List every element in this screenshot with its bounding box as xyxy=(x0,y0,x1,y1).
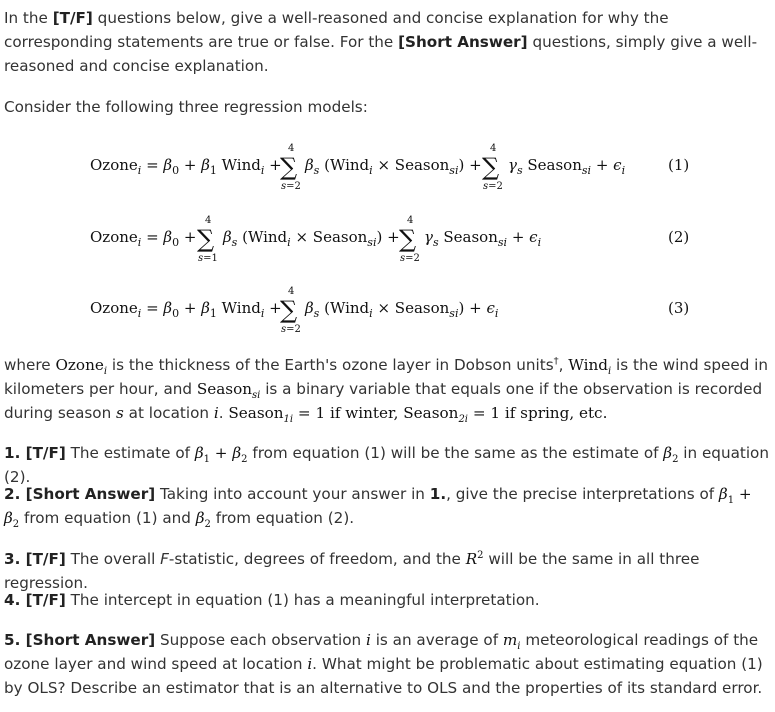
question-2: 2. [Short Answer] Taking into account your answer in 1., give the precise interpretations of $\beta_1 + \beta_2$ from equation (1) and $\beta_2$ from equation (2). xyxy=(4,485,752,531)
tf-tag: [T/F] xyxy=(52,9,93,27)
equation-2 xyxy=(90,215,689,264)
question-5: 5. [Short Answer] Suppose each observation i is an average of $m_i$ meteorological readings of the ozone layer and wind speed at location i. What might be problematic about estimating equation (1) by OLS? Describe an estimator that is an alternative to OLS and the properties of its standard error. xyxy=(4,631,763,697)
equation-3 xyxy=(90,286,689,335)
svg-text:βs (Windi × Seasonsi) +: $\beta_s$ (Wind$_i$ × Season$_{si}$) + xyxy=(223,228,400,249)
svg-text:s=2: s=2 xyxy=(400,253,420,264)
svg-text:4: 4 xyxy=(288,286,295,297)
svg-text:βs (Windi × Seasonsi) + ϵi: $\beta_s$ (Wind$_i$ × Season$_{si}$) + $\epsilon_i$ xyxy=(305,299,499,320)
question-3: 3. [T/F] The overall F-statistic, degrees of freedom, and the $R^2$ will be the same in all three regression. xyxy=(4,549,700,592)
intro-text-a: In the xyxy=(4,9,53,27)
svg-text:∑: ∑ xyxy=(399,225,417,253)
svg-text:Ozonei = β0 + β1 Windi +: Ozone$_i$ = $\beta_0 + \beta_1$ Wind$_i$ + xyxy=(90,299,282,320)
svg-text:βs (Windi × Seasonsi) +: $\beta_s$ (Wind$_i$ × Season$_{si}$) + xyxy=(305,156,482,177)
equation-1-label: (1) xyxy=(668,156,690,174)
intro-text-c: questions, simply give a well-reasoned and concise explanation. xyxy=(4,33,758,75)
svg-text:∑: ∑ xyxy=(280,296,298,324)
svg-text:γs Seasonsi + ϵi: $\gamma_s$ Season$_{si}$ + $\epsilon_i$ xyxy=(424,228,542,249)
svg-text:4: 4 xyxy=(205,215,212,226)
svg-text:Ozonei = β0 +: Ozone$_i$ = $\beta_0$ + xyxy=(90,228,197,249)
intro-text-b: questions below, give a well-reasoned and concise explanation for why the corresponding statements are true or false. For the xyxy=(4,9,669,51)
equation-2-label: (2) xyxy=(668,228,690,246)
svg-text:4: 4 xyxy=(490,143,497,154)
equation-1 xyxy=(90,143,689,192)
equations-block xyxy=(0,0,775,345)
svg-text:Ozonei = β0 + β1 Windi +: Ozone$_i$ = $\beta_0 + \beta_1$ Wind$_i$ + xyxy=(90,156,282,177)
short-answer-tag: [Short Answer] xyxy=(398,33,528,51)
question-1: 1. [T/F] The estimate of $\beta_1 + \beta_2$ from equation (1) will be the same as the estimate of $\beta_2$ in equation (2). xyxy=(4,444,769,486)
question-4: 4. [T/F] The intercept in equation (1) has a meaningful interpretation. xyxy=(4,591,540,609)
svg-text:4: 4 xyxy=(288,143,295,154)
definitions-paragraph: where Ozone$_i$ is the thickness of the Earth's ozone layer in Dobson units†, Wind$_i$ is the wind speed in kilometers per hour, and Season$_{si}$ is a binary variable that equals one if the observation is recorded during season s at location i. Season$_{1i}$ = 1 if winter, Season$_{2i}$ = 1 if spring, etc. xyxy=(4,355,769,426)
svg-text:γs Seasonsi + ϵi: $\gamma_s$ Season$_{si}$ + $\epsilon_i$ xyxy=(508,156,626,177)
svg-text:s=1: s=1 xyxy=(198,253,218,264)
svg-text:s=2: s=2 xyxy=(483,181,503,192)
models-intro: Consider the following three regression models: xyxy=(4,98,368,116)
equation-3-label: (3) xyxy=(668,299,690,317)
svg-text:∑: ∑ xyxy=(280,153,298,181)
svg-text:s=2: s=2 xyxy=(281,181,301,192)
svg-text:s=2: s=2 xyxy=(281,324,301,335)
svg-text:∑: ∑ xyxy=(482,153,500,181)
svg-text:4: 4 xyxy=(407,215,414,226)
svg-text:∑: ∑ xyxy=(197,225,215,253)
